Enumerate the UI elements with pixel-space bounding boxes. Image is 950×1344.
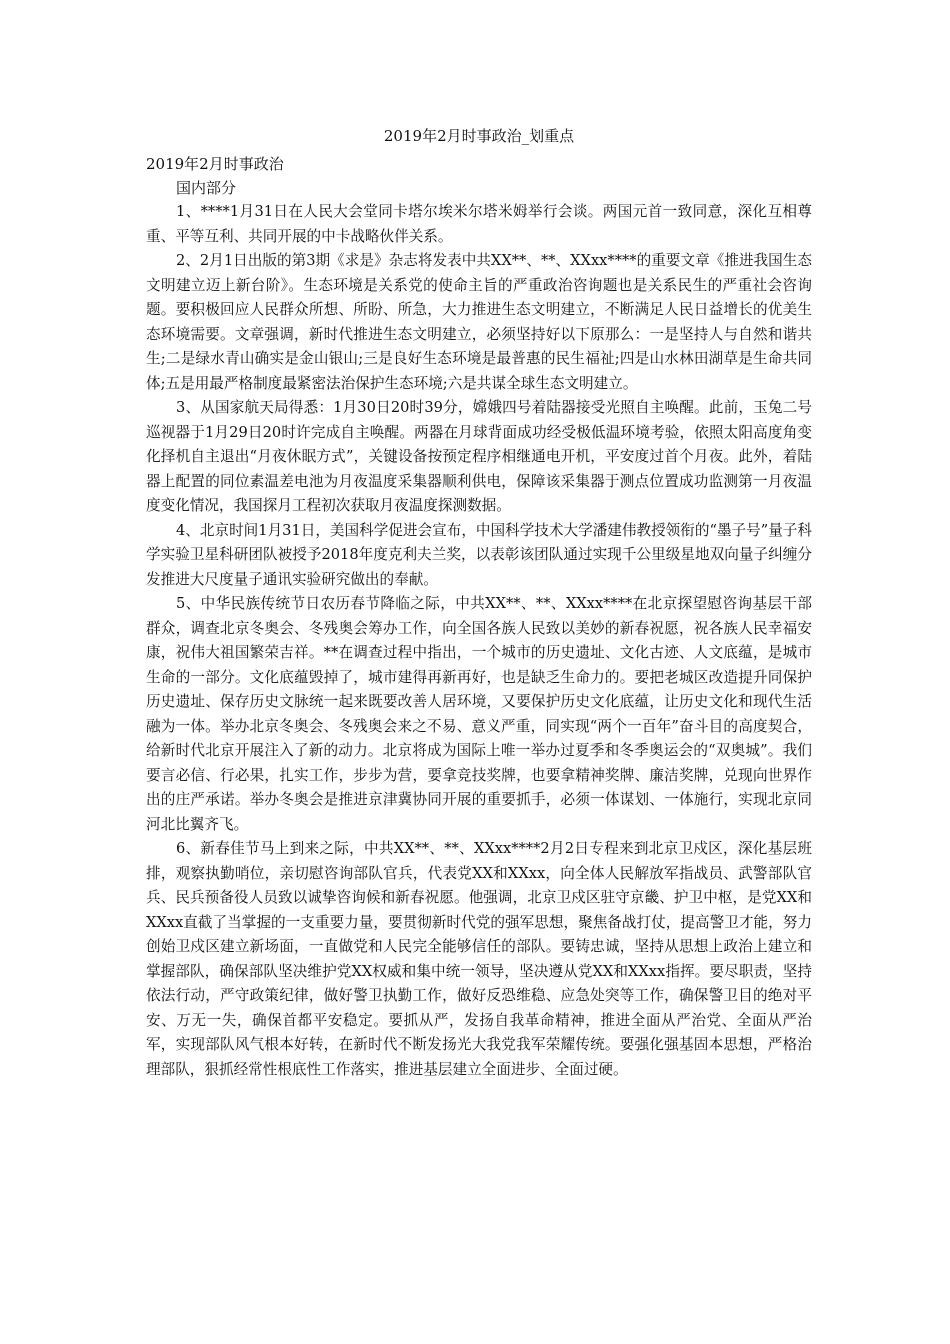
paragraph-3: 3、从国家航天局得悉：1月30日20时39分，嫦娥四号着陆器接受光照自主唤醒。此前，玉兔二号巡视器于1月29日20时许完成自主唤醒。两器在月球背面成功经受极低温环境考验，依照太阳高度角变化择机自主退出“月夜休眠方式”，关键设备按预定程序相继通电开机，平安度过首个月夜。此外，着陆器上配置的同位素温差电池为月夜温度采集器顺利供电，保障该采集器于测点位置成功监测第一月夜温度变化情况，我国探月工程初次获取月夜温度探测数据。	[146, 399, 812, 514]
paragraph-6: 6、新春佳节马上到来之际，中共XX**、**、XXxx****2月2日专程来到北京卫戍区，深化基层班排，观察执勤哨位，亲切慰咨询部队官兵，代表党XX和XXxx，向全体人民解放军指战员、武警部队官兵、民兵预备役人员致以诚挚咨询候和新春祝愿。他强调，北京卫戍区驻守京畿、护卫中枢，是党XX和XXxx直截了当掌握的一支重要力量，要贯彻新时代党的强军思想，聚焦备战打仗，提高警卫才能，努力创始卫戍区建立新场面，一直做党和人民完全能够信任的部队。要铸忠诚，坚持从思想上政治上建立和掌握部队，确保部队坚决维护党XX权威和集中统一领导，坚决遵从党XX和XXxx指挥。要尽职责，坚持依法行动，严守政策纪律，做好警卫执勤工作，做好反恐维稳、应急处突等工作，确保警卫目的绝对平安、万无一失，确保首都平安稳定。要抓从严，发扬自我革命精神，推进全面从严治党、全面从严治军，实现部队风气根本好转，在新时代不断发扬光大我党我军荣耀传统。要强化强基固本思想，严格治理部队，狠抓经常性根底性工作落实，推进基层建立全面进步、全面过硬。	[146, 840, 812, 1078]
paragraph-2: 2、2月1日出版的第3期《求是》杂志将发表中共XX**、**、XXxx****的重要文章《推进我国生态文明建立迈上新台阶》。生态环境是关系党的使命主旨的严重政治咨询题也是关系民生的严重社会咨询题。要积极回应人民群众所想、所盼、所急，大力推进生态文明建立，不断满足人民日益增长的优美生态环境需要。文章强调，新时代推进生态文明建立，必须坚持好以下原那么：一是坚持人与自然和谐共生;二是绿水青山确实是金山银山;三是良好生态环境是最普惠的民生福祉;四是山水林田湖草是生命共同体;五是用最严格制度最紧密法治保护生态环境;六是共谋全球生态文明建立。	[146, 252, 812, 392]
document-page	[146, 126, 812, 1082]
paragraph-1: 1、****1月31日在人民大会堂同卡塔尔埃米尔塔米姆举行会谈。两国元首一致同意，深化互相尊重、平等互利、共同开展的中卡战略伙伴关系。	[146, 203, 812, 245]
section-heading: 国内部分	[176, 179, 237, 197]
paragraph-5: 5、中华民族传统节日农历春节降临之际，中共XX**、**、XXxx****在北京探望慰咨询基层干部群众，调查北京冬奥会、冬残奥会筹办工作，向全国各族人民致以美妙的新春祝愿，祝各族人民幸福安康，祝伟大祖国繁荣吉祥。**在调查过程中指出，一个城市的历史遗址、文化古迹、人文底蕴，是城市生命的一部分。文化底蕴毁掉了，城市建得再新再好，也是缺乏生命力的。要把老城区改造提升同保护历史遗址、保存历史文脉统一起来既要改善人居环境，又要保护历史文化底蕴，让历史文化和现代生活融为一体。举办北京冬奥会、冬残奥会来之不易、意义严重，同实现“两个一百年”奋斗目的高度契合，给新时代北京开展注入了新的动力。北京将成为国际上唯一举办过夏季和冬季奥运会的“双奥城”。我们要言必信、行必果，扎实工作，步步为营，要拿竞技奖牌，也要拿精神奖牌、廉洁奖牌，兑现向世界作出的庄严承诺。举办冬奥会是推进京津冀协同开展的重要抓手，必须一体谋划、一体施行，实现北京同河北比翼齐飞。	[146, 595, 812, 833]
document-title: 2019年2月时事政治_划重点	[383, 127, 575, 145]
document-subtitle: 2019年2月时事政治	[146, 155, 284, 173]
paragraph-4: 4、北京时间1月31日，美国科学促进会宣布，中国科学技术大学潘建伟教授领衔的“墨子号”量子科学实验卫星科研团队被授予2018年度克利夫兰奖，以表彰该团队通过实现千公里级星地双向量子纠缠分发推进大尺度量子通讯实验研究做出的奉献。	[146, 521, 812, 588]
